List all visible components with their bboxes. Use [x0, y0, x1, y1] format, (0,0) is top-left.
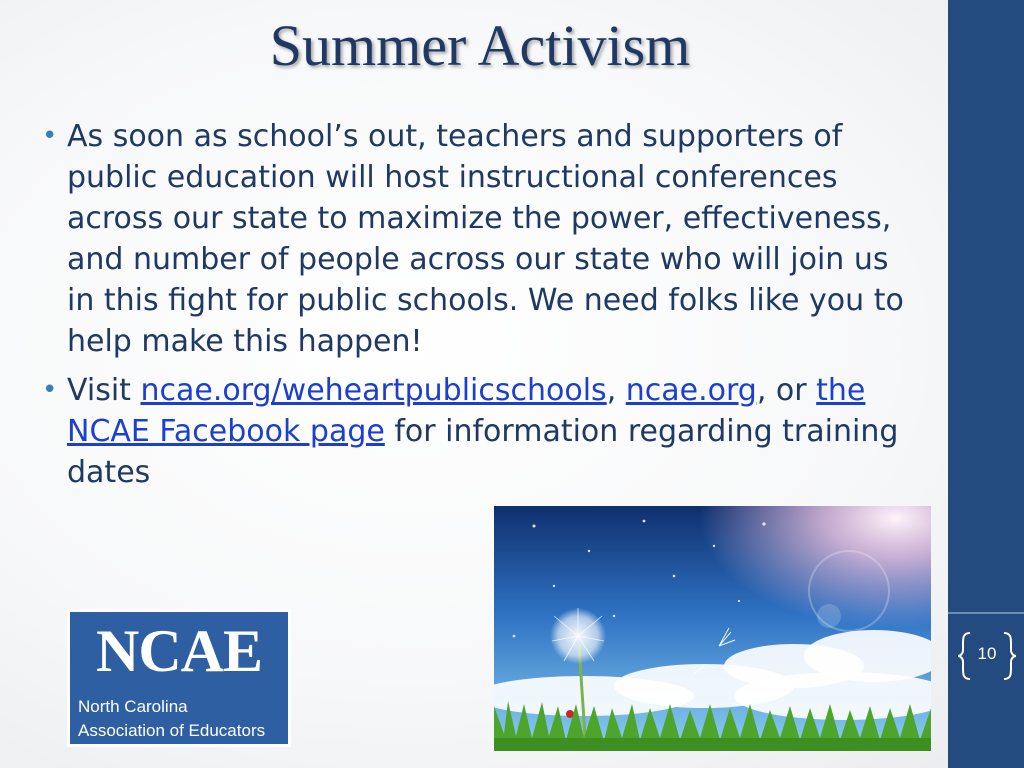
bullet-dot-icon: •	[42, 121, 58, 151]
ncae-logo	[67, 609, 291, 747]
bullet-text-2-sep1: ,	[606, 373, 626, 408]
right-bar-divider	[948, 612, 1024, 614]
dandelion-image	[494, 506, 931, 751]
link-ncae-facebook-page[interactable]: the NCAE Facebook page	[67, 373, 866, 449]
dandelion-sky-photo	[494, 506, 931, 751]
bullet-text-2-sep2: , or	[756, 373, 817, 408]
bullet-item-2	[42, 370, 922, 493]
slide-title: Summer Activism	[269, 13, 691, 78]
bullet-dot-icon: •	[42, 375, 58, 405]
logo-acronym: NCAE	[95, 618, 262, 684]
logo-line-1: North Carolina	[78, 697, 188, 716]
slide-content	[42, 116, 922, 501]
logo-line-2: Association of Educators	[78, 721, 266, 740]
bullet-text-2-prefix: Visit	[67, 373, 141, 408]
link-weheartpublicschools[interactable]: ncae.org/weheartpublicschools	[140, 373, 607, 408]
page-number: 10	[977, 644, 997, 663]
bullet-text-1: As soon as school’s out, teachers and supporters of public education will host instructional conferences across our state to maximize the power, effectiveness, and number of people across our state who will join us in this fight for public schools. We need folks like you to help make this happen!	[67, 119, 904, 359]
link-ncae-org[interactable]: ncae.org	[625, 373, 757, 408]
ncae-logo-panel	[70, 612, 288, 744]
bullet-text-2-suffix: for information regarding training dates	[67, 414, 899, 490]
bullet-item-1	[42, 116, 922, 362]
page-number-box	[958, 630, 1016, 682]
